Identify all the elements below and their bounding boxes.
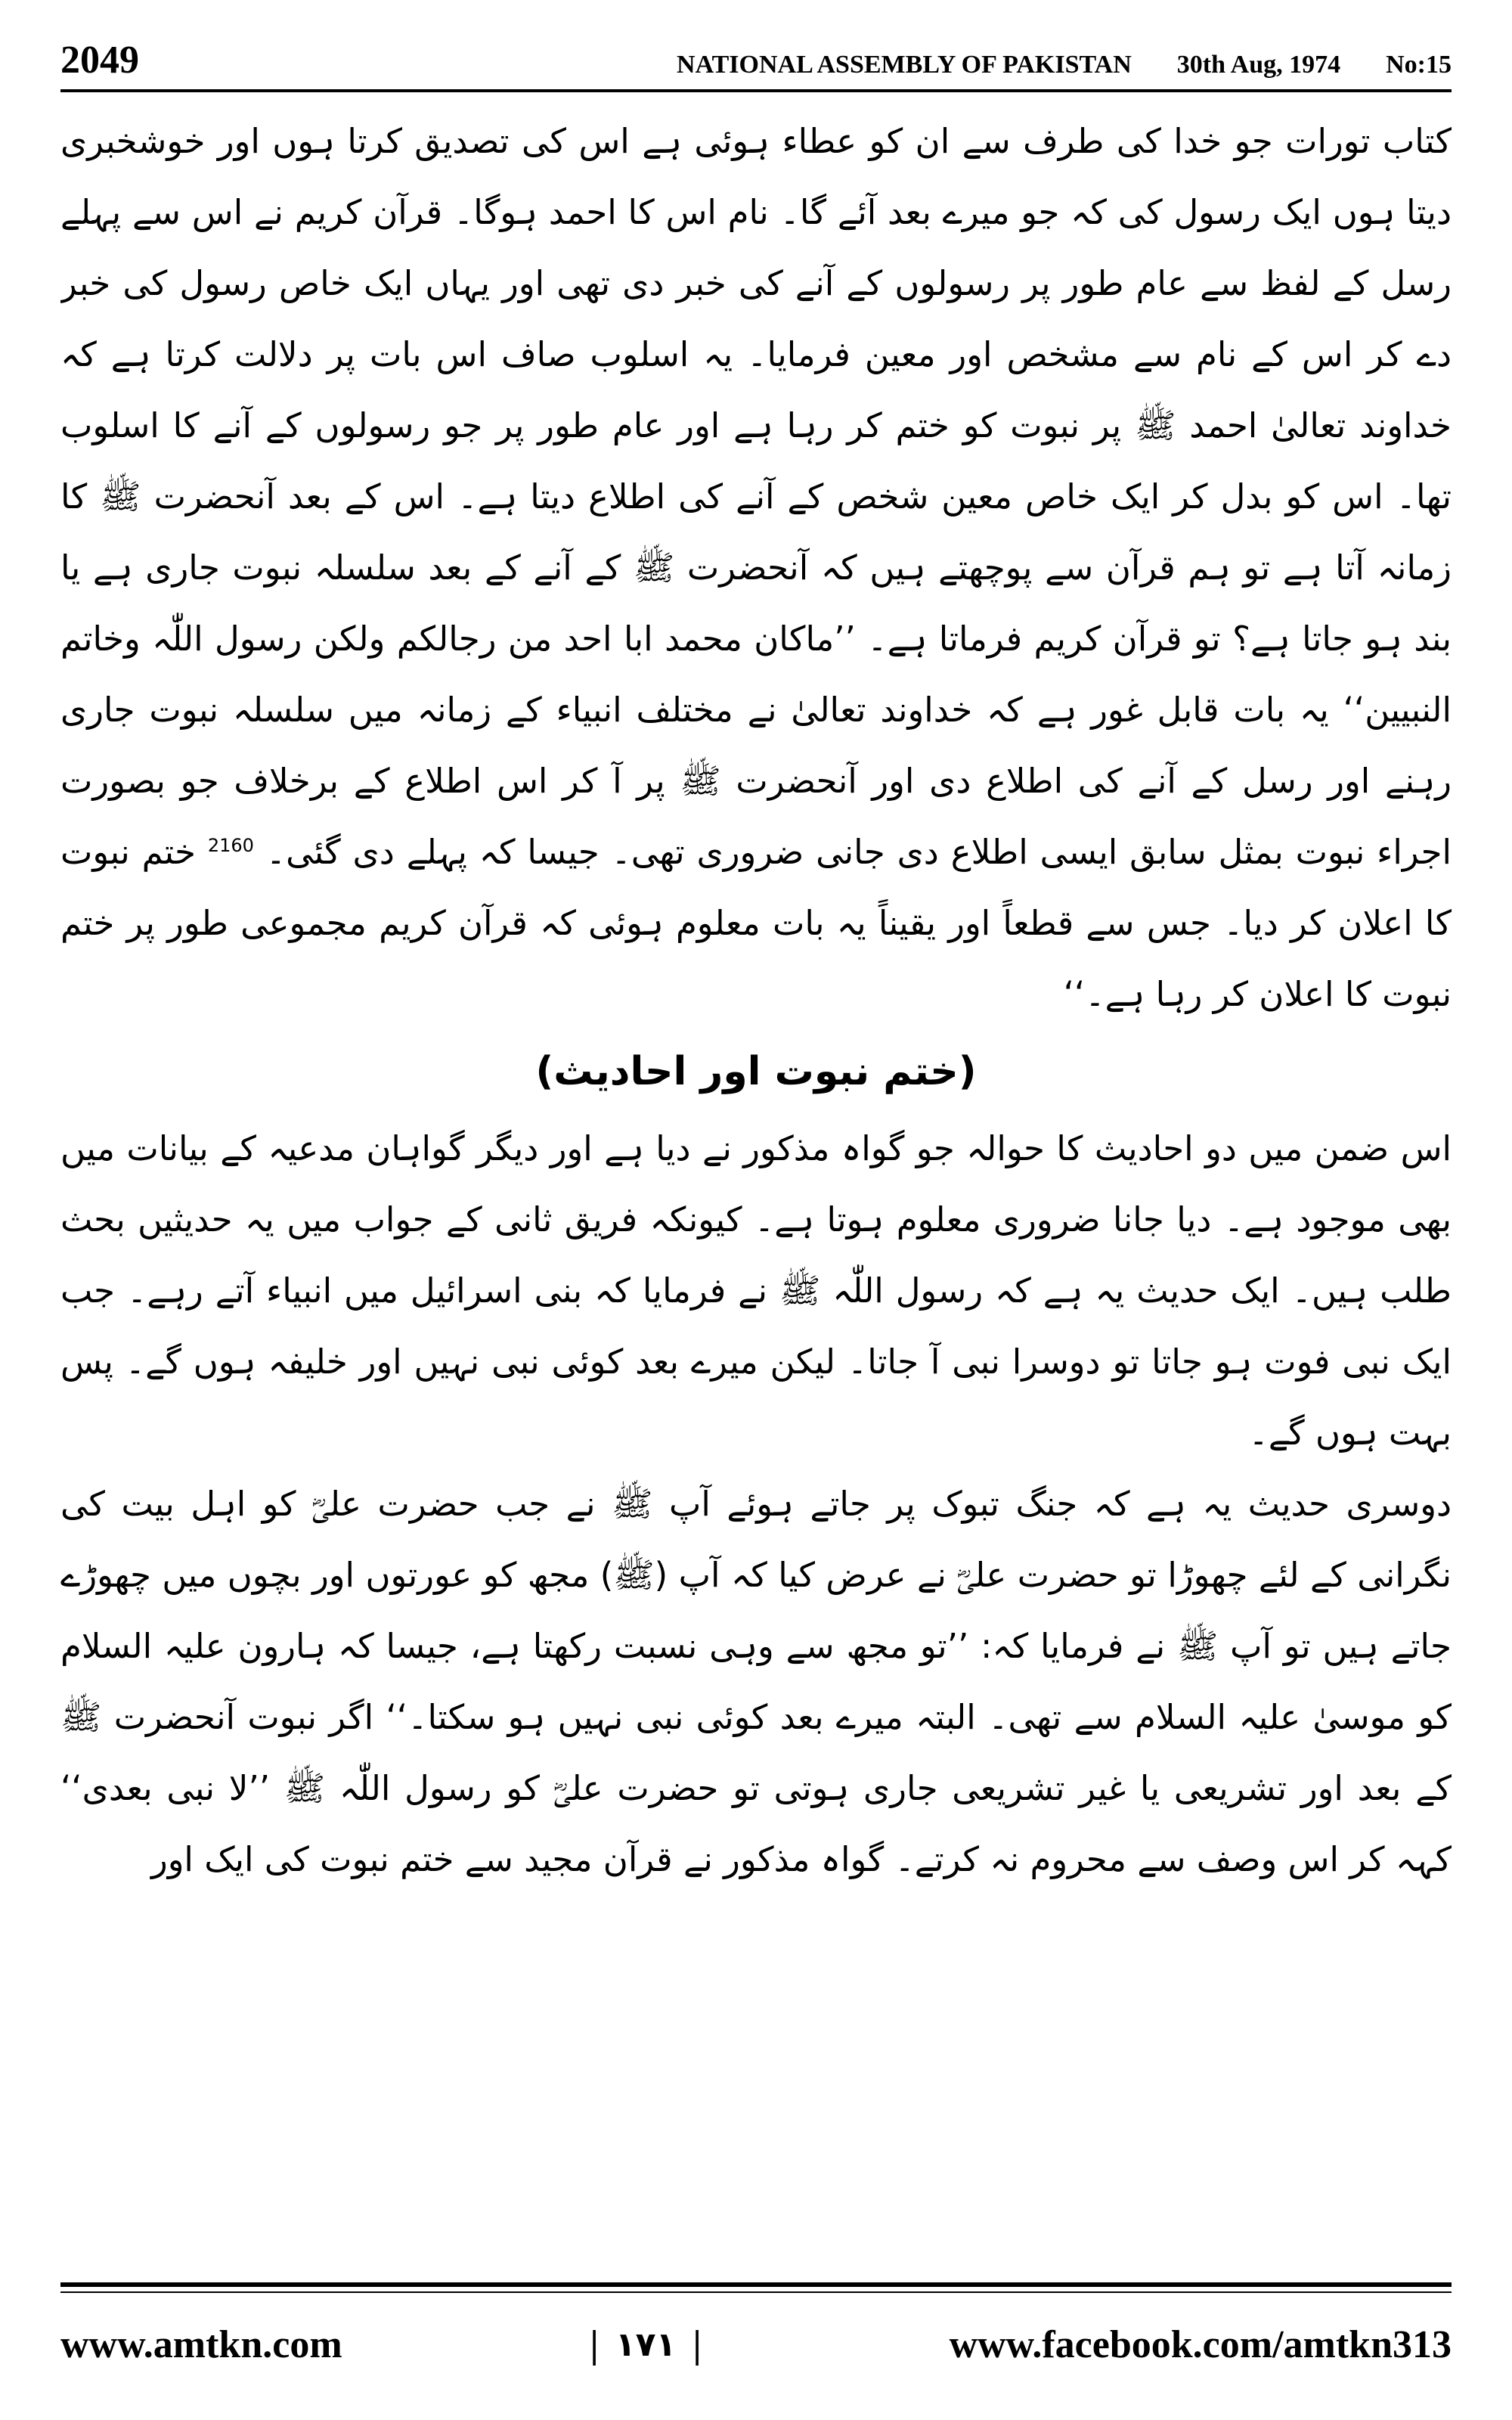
footer-divider-thin	[60, 2291, 1452, 2293]
header-info	[677, 47, 1452, 83]
issue-number: No:15	[1386, 51, 1452, 79]
section-heading: (ختم نبوت اور احادیث)	[535, 1049, 977, 1094]
page-header	[60, 30, 1452, 83]
paragraph-text: ختم نبوت کا اعلان کر دیا۔ جس سے قطعاً اور یقیناً یہ بات معلوم ہوئی کہ قرآن کریم مجموعی طور پر ختم نبوت کا اعلان کر رہا ہے۔‘‘	[60, 832, 1452, 1014]
page-footer	[60, 2310, 1452, 2378]
reference-marker: 2160	[207, 835, 254, 856]
paragraph: دوسری حدیث یہ ہے کہ جنگ تبوک پر جاتے ہوئے آپ ﷺ نے جب حضرت علیؓ کو اہل بیت کی نگرانی کے لئے چھوڑا تو حضرت علیؓ نے عرض کیا کہ آپ (ﷺ) مجھ کو عورتوں اور بچوں میں چھوڑے جاتے ہیں تو آپ ﷺ نے فرمایا کہ: ’’تو مجھ سے وہی نسبت رکھتا ہے، جیسا کہ ہارون علیہ السلام کو موسیٰ علیہ السلام سے تھی۔ البتہ میرے بعد کوئی نبی نہیں ہو سکتا۔‘‘ اگر نبوت آنحضرت ﷺ کے بعد اور تشریعی یا غیر تشریعی جاری ہوتی تو حضرت علیؓ کو رسول اللّٰہ ﷺ ’’لا نبی بعدی‘‘ کہہ کر اس وصف سے محروم نہ کرتے۔ گواہ مذکور نے قرآن مجید سے ختم نبوت کی ایک اور	[60, 1484, 1452, 1879]
paragraph: اس ضمن میں دو احادیث کا حوالہ جو گواہ مذکور نے دیا ہے اور دیگر گواہان مدعیہ کے بیانات میں بھی موجود ہے۔ دیا جانا ضروری معلوم ہوتا ہے۔ کیونکہ فریق ثانی کے جواب میں یہ حدیثیں بحث طلب ہیں۔ ایک حدیث یہ ہے کہ رسول اللّٰہ ﷺ نے فرمایا کہ بنی اسرائیل میں انبیاء آتے رہے۔ جب ایک نبی فوت ہو جاتا تو دوسرا نبی آ جاتا۔ لیکن میرے بعد کوئی نبی نہیں اور خلیفہ ہوں گے۔ پس بہت ہوں گے۔	[60, 1128, 1452, 1453]
page-label: ۱۷۱	[615, 2325, 677, 2364]
page-body	[60, 106, 1452, 2257]
paragraph-text: کتاب تورات جو خدا کی طرف سے ان کو عطاء ہوئی ہے اس کی تصدیق کرتا ہوں اور خوشخبری دیتا ہوں ایک رسول کی کہ جو میرے بعد آئے گا۔ نام اس کا احمد ہوگا۔ قرآن کریم نے اس سے پہلے رسل کے لفظ سے عام طور پر رسولوں کے آنے کی خبر دی تھی اور یہاں ایک خاص رسول کی خبر دے کر اس کے نام سے مشخص اور معین فرمایا۔ یہ اسلوب صاف اس بات پر دلالت کرتا ہے کہ خداوند تعالیٰ احمد ﷺ پر نبوت کو ختم کر رہا ہے اور عام طور پر جو رسولوں کے آنے کا اسلوب تھا۔ اس کو بدل کر ایک خاص معین شخص کے آنے کی اطلاع دیتا ہے۔ اس کے بعد آنحضرت ﷺ کا زمانہ آتا ہے تو ہم قرآن سے پوچھتے ہیں کہ آنحضرت ﷺ کے آنے کے بعد سلسلہ نبوت جاری ہے یا بند ہو جاتا ہے؟ تو قرآن کریم فرماتا ہے۔ ’’ماکان محمد ابا احد من رجالکم ولکن رسول اللّٰہ وخاتم النبیین‘‘ یہ بات قابل غور ہے کہ خداوند تعالیٰ نے مختلف انبیاء کے زمانہ میں سلسلہ نبوت جاری رہنے اور رسل کے آنے کی اطلاع دی اور آنحضرت ﷺ پر آ کر اس اطلاع کے برخلاف جو بصورت اجراء نبوت بمثل سابق ایسی اطلاع دی جانی ضروری تھی۔ جیسا کہ پہلے دی گئی۔	[60, 121, 1452, 872]
separator: |	[692, 2322, 702, 2366]
facebook-link[interactable]: www.facebook.com/amtkn313	[949, 2322, 1452, 2366]
footer-divider	[60, 2282, 1452, 2287]
website-link[interactable]: www.amtkn.com	[60, 2322, 342, 2366]
session-date: 30th Aug, 1974	[1176, 51, 1341, 79]
separator: |	[590, 2322, 599, 2366]
footer-page-label	[590, 2322, 701, 2367]
header-divider	[60, 89, 1452, 92]
page-number: 2049	[60, 39, 139, 82]
publication-title: NATIONAL ASSEMBLY OF PAKISTAN	[677, 51, 1132, 79]
paragraph	[60, 106, 1452, 1030]
